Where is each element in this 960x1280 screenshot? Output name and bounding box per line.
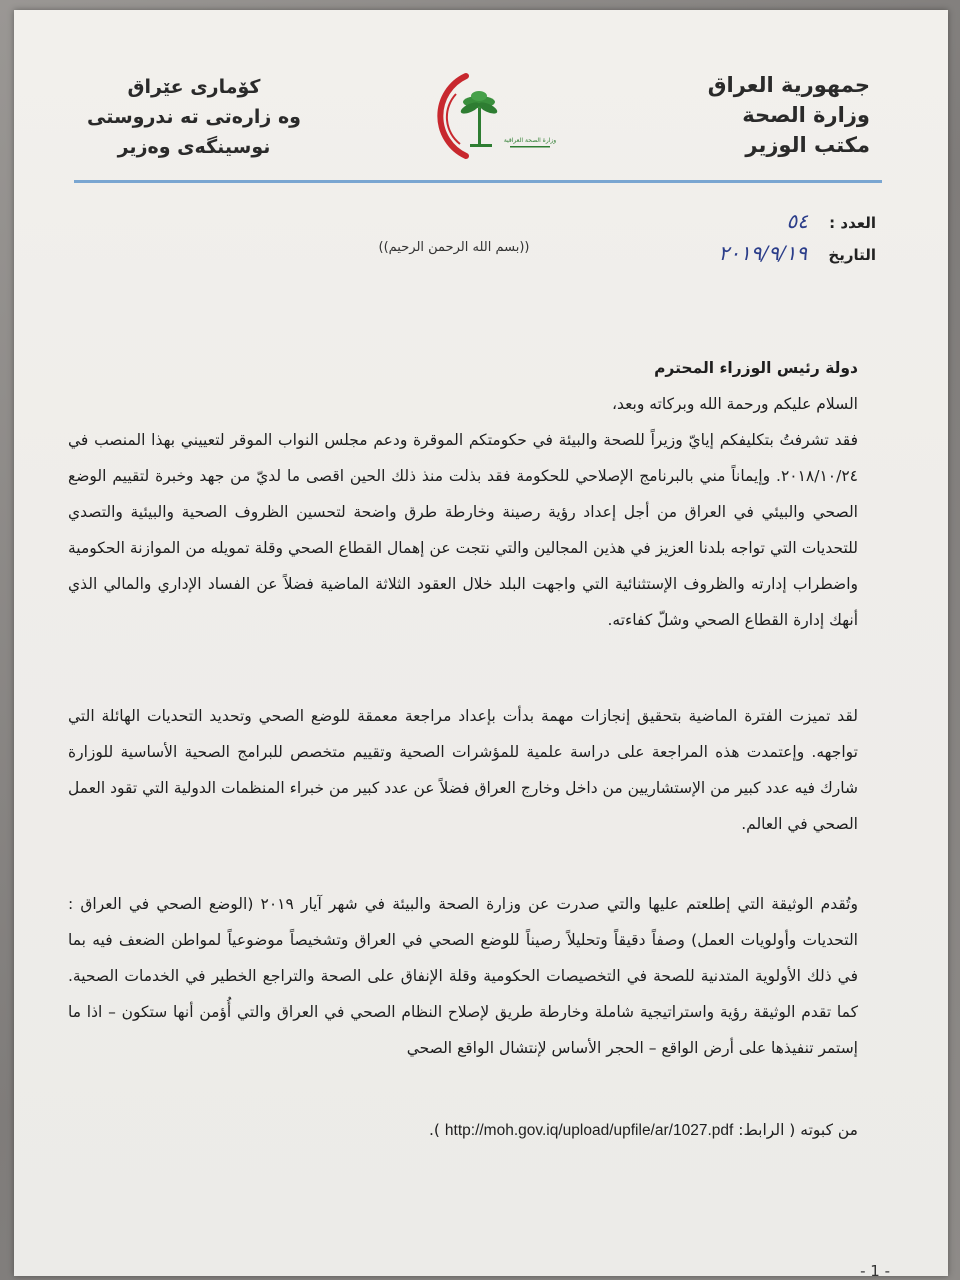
greeting: السلام عليكم ورحمة الله وبركاته وبعد، [611,395,858,413]
page-number: - 1 - [860,1262,890,1280]
reference-number-label: العدد : [829,214,876,232]
kurdish-line-office: نوسینگەی وەزیر [117,136,271,158]
reference-date-row [676,238,876,270]
letterhead-line-office: مكتب الوزير [745,133,870,157]
logo-caption: وزارة الصحة العراقية [503,137,557,144]
basmala: ((بسم الله الرحمن الرحيم)) [378,240,530,255]
ministry-logo [426,64,566,168]
reference-number-value: ٥٤ [786,209,808,233]
letterhead-divider [74,180,882,183]
reference-block [676,206,876,270]
reference-link-line [68,1112,858,1149]
paragraph-3: وتُقدم الوثيقة التي إطلعتم عليها والتي صدرت عن وزارة الصحة والبيئة في شهر آيار ٢٠١٩ (الوضع الصحي في العراق : التحديات وأولويات العمل) وصفاً دقيقاً وتحليلاً رصيناً للوضع الصحي في العراق وتشخيصاً موضوعياً لمواطن الضعف فيه بما في ذلك الأولوية المتدنية للصحة في التخصيصات الحكومية وقلة الإنفاق على الصحة والتراجع الخطير في الخدمات الصحية. كما تقدم الوثيقة رؤية واستراتيجية شاملة وخارطة طريق لإصلاح النظام الصحي في العراق والتي أُؤمن أنها ستكون – اذا ما إستمر تنفيذها على أرض الواقع – الحجر الأساس لإنتشال الواقع الصحي [68,895,858,1057]
kurdish-line-ministry: وه زارەتی ته ندروستی [86,106,301,128]
addressee: دولة رئيس الوزراء المحترم [654,359,858,377]
reference-date-label: التاريخ [828,246,876,264]
kurdish-line-country: كۆماری عێراق [127,76,261,98]
letter-page [14,10,948,1280]
document-link[interactable]: http://moh.gov.iq/upload/upfile/ar/1027.pdf [444,1122,734,1139]
reference-date-value: ٢٠١٩/٩/١٩ [718,241,808,265]
link-suffix: ). [428,1121,440,1139]
letterhead-line-country: جمهورية العراق [707,73,870,97]
kurdish-letterhead [74,72,314,162]
paragraph-1: فقد تشرفتُ بتكليفكم إيايّ وزيراً للصحة والبيئة في حكومتكم الموقرة ودعم مجلس النواب الموقر لتعييني بهذا المنصب في ٢٠١٨/١٠/٢٤. وإيماناً مني بالبرنامج الإصلاحي للحكومة فقد بذلت منذ ذلك الحين اقصى ما لديّ من جهد وخبرة لتقييم الوضع الصحي والبيئي في العراق من أجل إعداد رؤية رصينة وخارطة طرق واضحة لتحسين الظروف الصحية والبيئية والتصدي للتحديات التي تواجه بلدنا العزيز في هذين المجالين والتي نتجت عن إهمال القطاع الصحي وقلة تمويله من الموازنة الحكومية واضطراب إدارته والظروف الإستثنائية التي واجهت البلد خلال العقود الثلاثة الماضية فضلاً عن الفساد الإداري والمالي الذي أنهك إدارة القطاع الصحي وشلّ كفاءته. [68,431,858,629]
letterhead-line-ministry: وزارة الصحة [742,103,870,127]
link-prefix: من كبوته ( الرابط: [738,1121,858,1139]
paragraph-2: لقد تميزت الفترة الماضية بتحقيق إنجازات مهمة بدأت بإعداد مراجعة معمقة للوضع الصحي وتحديد التحديات الهائلة التي تواجهه. وإعتمدت هذه المراجعة على دراسة علمية للمؤشرات الصحية وتقييم متخصص للبرامج الصحية الأساسية للوزارة شارك فيه عدد كبير من الإستشاريين من داخل وخارج العراق فضلاً عن عدد كبير من خبراء المنظمات الدولية التي تقود العمل الصحي في العالم. [68,707,858,833]
arabic-letterhead [670,70,870,160]
reference-number-row [676,206,876,238]
